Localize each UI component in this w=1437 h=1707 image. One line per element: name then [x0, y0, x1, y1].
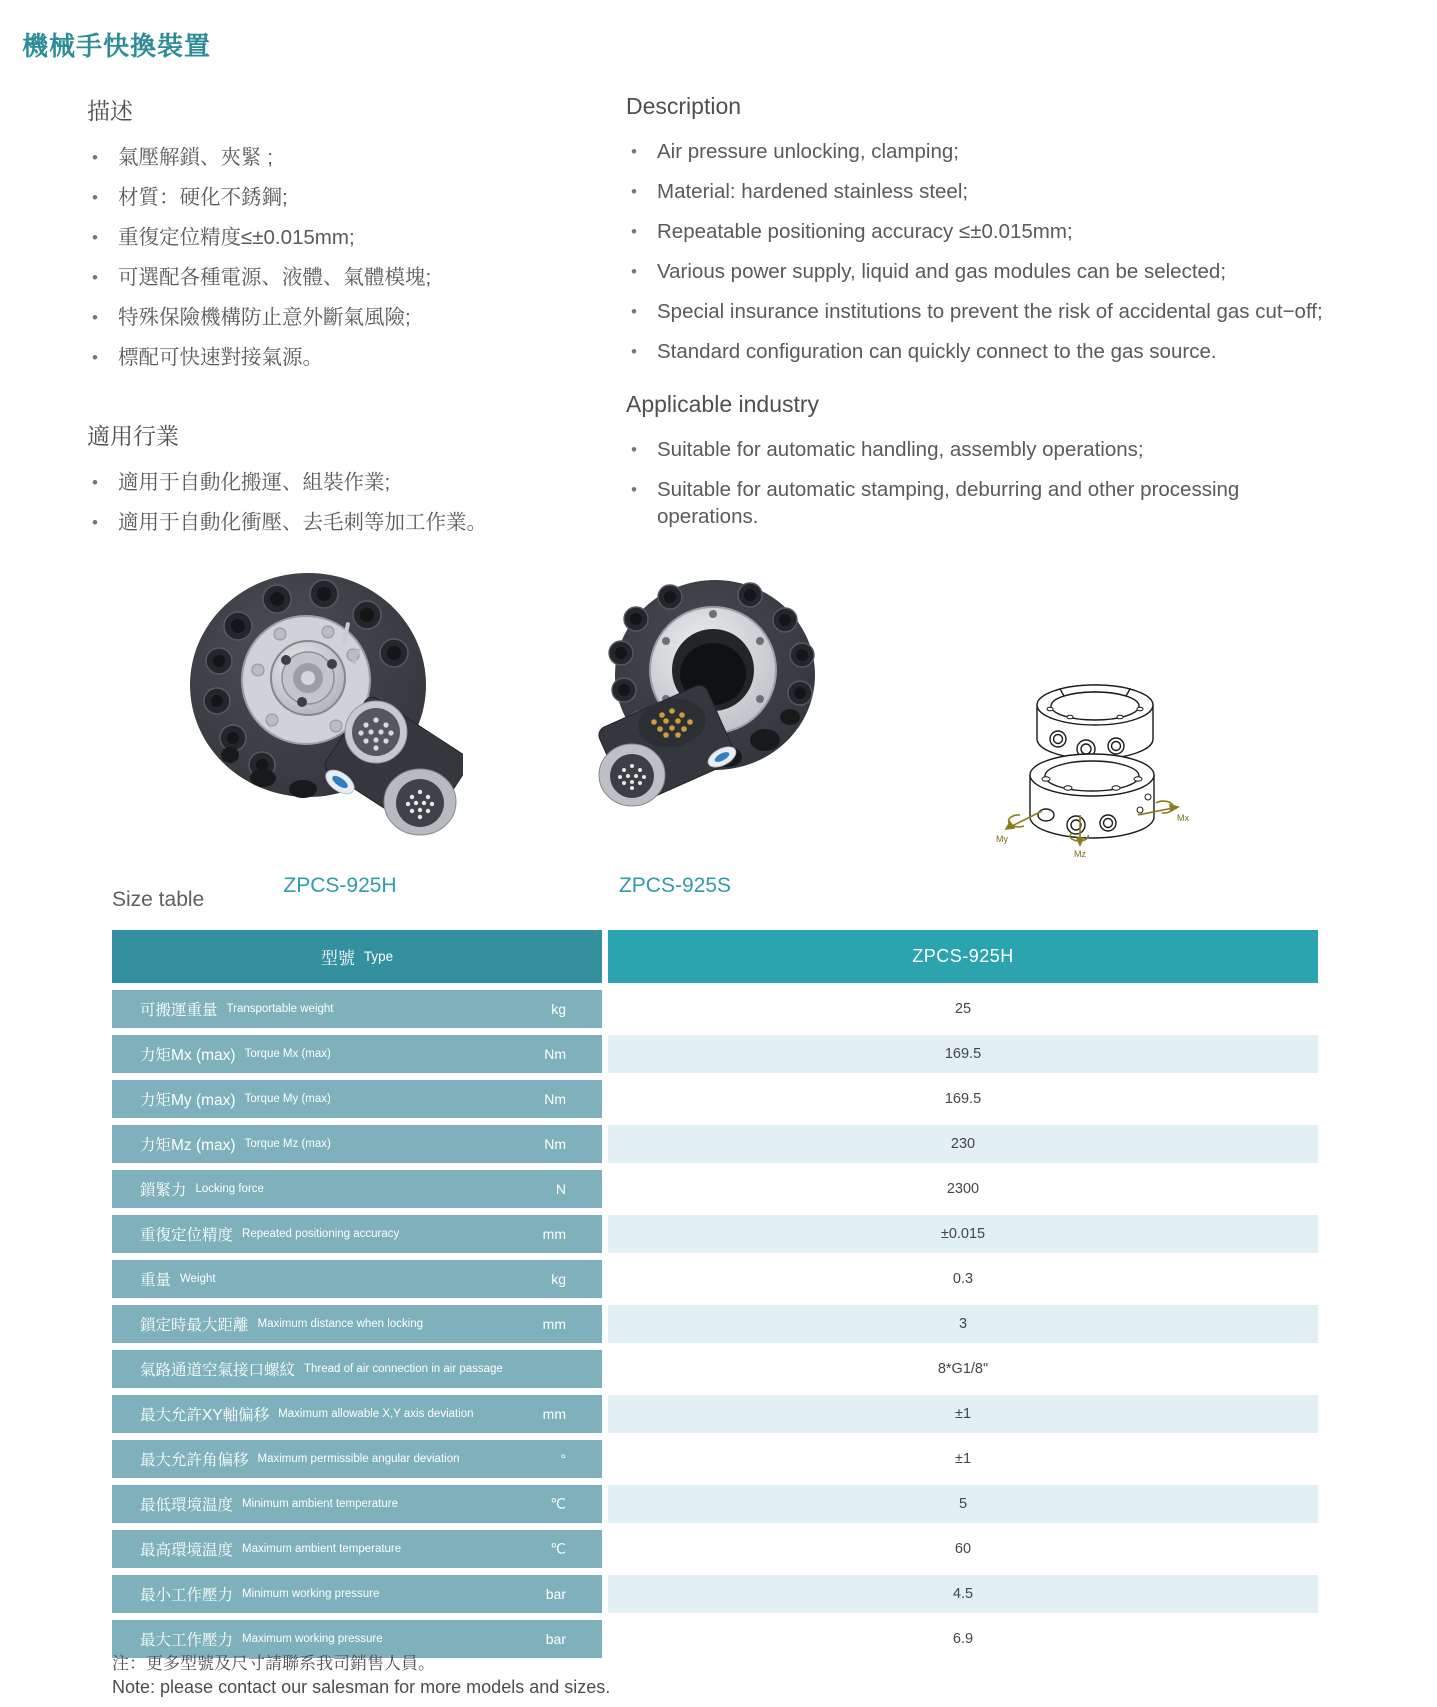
- spec-row-value: 3: [608, 1305, 1318, 1343]
- spec-row-value: 25: [608, 990, 1318, 1028]
- spec-row: [112, 1350, 1318, 1388]
- size-table-label: Size table: [112, 888, 205, 911]
- spec-row-label: [112, 1350, 602, 1388]
- spec-row-label: [112, 1170, 602, 1208]
- spec-label-zh: 最小工作壓力: [140, 1587, 234, 1604]
- header-type-zh: 型號: [320, 949, 355, 968]
- spec-row-value: 4.5: [608, 1575, 1318, 1613]
- spec-row-value: 0.3: [608, 1260, 1318, 1298]
- spec-row: [112, 1260, 1318, 1298]
- spec-row: [112, 1170, 1318, 1208]
- spec-label-zh: 重量: [140, 1272, 172, 1289]
- spec-label-zh: 最大允許XY軸偏移: [140, 1407, 270, 1424]
- bullet-item: • 氣壓解鎖、夾緊 ;: [87, 144, 567, 171]
- spec-label-en: Repeated positioning accuracy: [242, 1228, 400, 1240]
- footer-note-zh: 注：更多型號及尺寸請聯系我司銷售人員。: [112, 1654, 435, 1673]
- spec-row-value: ±1: [608, 1440, 1318, 1478]
- spec-row: [112, 1395, 1318, 1433]
- spec-label-zh: 鎖緊力: [140, 1182, 187, 1199]
- spec-label-en: Torque Mz (max): [244, 1138, 331, 1150]
- bullet-item: • Material: hardened stainless steel;: [626, 178, 1338, 205]
- axis-label-my: My: [996, 834, 1008, 844]
- description-zh-list: [87, 144, 567, 371]
- spec-row-label: [112, 1125, 602, 1163]
- bullet-item: • Various power supply, liquid and gas modules can be selected;: [626, 258, 1338, 285]
- spec-label-zh: 最大允許角偏移: [140, 1452, 249, 1469]
- spec-label-unit: kg: [551, 1001, 566, 1017]
- spec-label-unit: mm: [542, 1406, 566, 1422]
- spec-label-zh: 最大工作壓力: [140, 1632, 234, 1649]
- spec-row: [112, 1305, 1318, 1343]
- spec-label-unit: Nm: [544, 1136, 566, 1152]
- spec-label-zh: 力矩Mx (max): [140, 1047, 236, 1064]
- header-model: ZPCS-925H: [912, 946, 1014, 966]
- bullet-item: • 適用于自動化搬運、組裝作業;: [87, 469, 567, 496]
- spec-row-label: [112, 1395, 602, 1433]
- spec-row-value: 8*G1/8": [608, 1350, 1318, 1388]
- spec-label-en: Torque Mx (max): [244, 1048, 331, 1060]
- spec-label-unit: mm: [542, 1226, 566, 1242]
- spec-row-value: 230: [608, 1125, 1318, 1163]
- spec-row: [112, 1530, 1318, 1568]
- spec-label-unit: ℃: [550, 1495, 566, 1512]
- description-en-section: [626, 93, 1338, 543]
- product-label-zpcs-925s: ZPCS-925S: [618, 874, 732, 897]
- description-zh-section: [87, 93, 567, 549]
- spec-row-label: [112, 1440, 602, 1478]
- spec-row-value: 169.5: [608, 1080, 1318, 1118]
- spec-row-label: [112, 1080, 602, 1118]
- spec-label-zh: 鎖定時最大距離: [140, 1317, 249, 1334]
- spec-label-zh: 氣路通道空氣接口螺紋: [140, 1362, 296, 1379]
- industry-en-heading: Applicable industry: [626, 391, 820, 417]
- spec-row: [112, 1080, 1318, 1118]
- spec-row-label: [112, 1215, 602, 1253]
- spec-label-unit: N: [555, 1181, 566, 1197]
- spec-label-en: Transportable weight: [226, 1003, 334, 1015]
- spec-table-rows: [112, 990, 1318, 1658]
- spec-row-label: [112, 990, 602, 1028]
- bullet-item: • 標配可快速對接氣源。: [87, 344, 567, 371]
- bullet-item: • Air pressure unlocking, clamping;: [626, 138, 1338, 165]
- spec-row-value: 6.9: [608, 1620, 1318, 1658]
- bullet-item: • Suitable for automatic handling, assembly operations;: [626, 436, 1338, 463]
- industry-zh-list: [87, 469, 567, 536]
- bullet-item: • 可選配各種電源、液體、氣體模塊;: [87, 264, 567, 291]
- spec-label-en: Minimum working pressure: [242, 1588, 380, 1600]
- header-type-en: Type: [363, 949, 394, 964]
- spec-label-en: Thread of air connection in air passage: [304, 1363, 503, 1375]
- spec-header-model-cell: [608, 930, 1318, 983]
- spec-row-value: 5: [608, 1485, 1318, 1523]
- cad-drawing: [1030, 685, 1154, 838]
- spec-row-value: 2300: [608, 1170, 1318, 1208]
- spec-table-header: [112, 930, 1318, 983]
- spec-row-label: [112, 1305, 602, 1343]
- spec-row: [112, 1125, 1318, 1163]
- spec-label-unit: mm: [542, 1316, 566, 1332]
- bullet-item: • 特殊保險機構防止意外斷氣風險;: [87, 304, 567, 331]
- spec-label-zh: 力矩Mz (max): [140, 1137, 236, 1154]
- spec-row: [112, 1485, 1318, 1523]
- spec-row-label: [112, 1575, 602, 1613]
- footer-note: [112, 1652, 610, 1699]
- axis-label-mx: Mx: [1177, 813, 1189, 823]
- spec-label-unit: Nm: [544, 1046, 566, 1062]
- spec-table: [112, 930, 1318, 1665]
- product-label-zpcs-925h: ZPCS-925H: [283, 874, 397, 897]
- spec-label-en: Minimum ambient temperature: [242, 1498, 398, 1510]
- spec-label-zh: 重復定位精度: [140, 1227, 234, 1244]
- spec-label-unit: bar: [545, 1586, 566, 1602]
- product-photo-zpcs-925s: [580, 575, 825, 815]
- footer-note-en: Note: please contact our salesman for more models and sizes.: [112, 1677, 611, 1697]
- spec-label-en: Torque My (max): [244, 1093, 331, 1105]
- spec-row: [112, 1215, 1318, 1253]
- bullet-item: • Repeatable positioning accuracy ≤±0.015mm;: [626, 218, 1338, 245]
- product-photo-zpcs-925h: [168, 570, 463, 840]
- spec-label-en: Maximum working pressure: [242, 1633, 383, 1645]
- axis-label-mz: Mz: [1074, 849, 1086, 859]
- spec-label-unit: ℃: [550, 1540, 566, 1557]
- page-title: 機械手快換裝置: [22, 31, 212, 61]
- torque-axes-diagram: [980, 665, 1195, 860]
- spec-row-label: [112, 1035, 602, 1073]
- bullet-item: • 材質：硬化不銹鋼;: [87, 184, 567, 211]
- spec-label-zh: 最高環境温度: [140, 1542, 234, 1559]
- spec-label-unit: °: [560, 1451, 566, 1467]
- spec-row-value: ±1: [608, 1395, 1318, 1433]
- spec-row-value: 60: [608, 1530, 1318, 1568]
- spec-label-zh: 最低環境温度: [140, 1497, 234, 1514]
- bullet-item: • 重復定位精度≤±0.015mm;: [87, 224, 567, 251]
- spec-label-unit: bar: [545, 1631, 566, 1647]
- spec-header-type-cell: [112, 930, 602, 983]
- spec-label-en: Maximum ambient temperature: [242, 1543, 402, 1555]
- bullet-item: • 適用于自動化衝壓、去毛刺等加工作業。: [87, 509, 567, 536]
- spec-row: [112, 1035, 1318, 1073]
- spec-row-value: ±0.015: [608, 1215, 1318, 1253]
- spec-label-zh: 力矩My (max): [140, 1092, 236, 1109]
- description-zh-heading: 描述: [87, 98, 133, 124]
- spec-row-label: [112, 1260, 602, 1298]
- spec-label-en: Maximum distance when locking: [257, 1318, 424, 1330]
- spec-row-value: 169.5: [608, 1035, 1318, 1073]
- bullet-item: • Special insurance institutions to prevent the risk of accidental gas cut−off;: [626, 298, 1338, 325]
- spec-row: [112, 1440, 1318, 1478]
- bullet-item: • Standard configuration can quickly connect to the gas source.: [626, 338, 1338, 365]
- spec-row: [112, 990, 1318, 1028]
- spec-row-label: [112, 1485, 602, 1523]
- bullet-item: • Suitable for automatic stamping, deburring and other processing operations.: [626, 476, 1338, 530]
- spec-label-zh: 可搬運重量: [140, 1002, 218, 1019]
- spec-label-en: Locking force: [195, 1183, 264, 1195]
- description-en-list: [626, 138, 1338, 365]
- spec-row: [112, 1575, 1318, 1613]
- spec-row-label: [112, 1530, 602, 1568]
- industry-zh-heading: 適用行業: [87, 423, 179, 449]
- spec-label-en: Weight: [180, 1273, 216, 1285]
- spec-label-en: Maximum permissible angular deviation: [257, 1453, 460, 1465]
- spec-label-en: Maximum allowable X,Y axis deviation: [278, 1408, 474, 1420]
- spec-label-unit: kg: [551, 1271, 566, 1287]
- industry-en-list: [626, 436, 1338, 530]
- spec-label-unit: Nm: [544, 1091, 566, 1107]
- description-en-heading: Description: [626, 93, 742, 119]
